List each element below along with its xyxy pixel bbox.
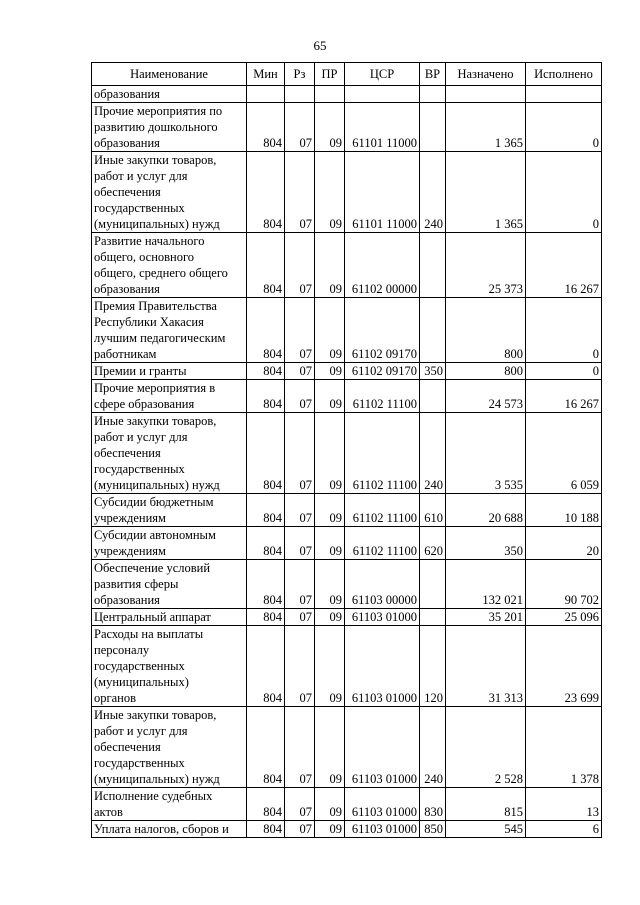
cell-pr: 09: [315, 494, 345, 527]
cell-min: 804: [247, 233, 285, 298]
cell-csr: 61103 01000: [345, 626, 420, 707]
header-executed: Исполнено: [526, 63, 602, 86]
cell-vr: 350: [420, 363, 446, 380]
cell-vr: 610: [420, 494, 446, 527]
cell-min: [247, 86, 285, 103]
cell-name-line: Развитие начального: [94, 234, 205, 248]
cell-executed: 0: [526, 298, 602, 363]
cell-name-line: Иные закупки товаров,: [94, 708, 217, 722]
cell-csr: 61101 11000: [345, 103, 420, 152]
cell-name-line: государственных: [94, 201, 185, 215]
cell-rz: 07: [285, 788, 315, 821]
cell-rz: 07: [285, 494, 315, 527]
cell-name-line: Расходы на выплаты: [94, 627, 204, 641]
cell-name-line: органов: [94, 691, 137, 705]
cell-vr: [420, 380, 446, 413]
cell-name-line: учреждениям: [94, 544, 166, 558]
table-header-row: [92, 63, 602, 86]
cell-pr: 09: [315, 103, 345, 152]
table-row: [92, 560, 602, 609]
cell-vr: [420, 298, 446, 363]
cell-vr: [420, 233, 446, 298]
cell-name-line: развития сферы: [94, 577, 179, 591]
cell-name-line: Премия Правительства: [94, 299, 217, 313]
cell-pr: 09: [315, 233, 345, 298]
cell-name-line: государственных: [94, 462, 185, 476]
cell-executed: [526, 86, 602, 103]
cell-assigned: [446, 86, 526, 103]
cell-vr: [420, 103, 446, 152]
cell-assigned: 800: [446, 363, 526, 380]
cell-csr: 61103 01000: [345, 788, 420, 821]
cell-rz: 07: [285, 103, 315, 152]
table-row: [92, 707, 602, 788]
cell-pr: 09: [315, 707, 345, 788]
cell-pr: 09: [315, 788, 345, 821]
table-row: [92, 86, 602, 103]
cell-min: 804: [247, 560, 285, 609]
cell-rz: 07: [285, 298, 315, 363]
cell-rz: 07: [285, 363, 315, 380]
header-csr: ЦСР: [345, 63, 420, 86]
cell-name-line: Республики Хакасия: [94, 315, 204, 329]
cell-csr: 61103 01000: [345, 821, 420, 838]
cell-assigned: 350: [446, 527, 526, 560]
cell-executed: 1 378: [526, 707, 602, 788]
header-vr: ВР: [420, 63, 446, 86]
cell-assigned: 815: [446, 788, 526, 821]
header-name: Наименование: [92, 63, 247, 86]
cell-assigned: 545: [446, 821, 526, 838]
cell-name-line: Иные закупки товаров,: [94, 414, 217, 428]
cell-rz: [285, 86, 315, 103]
cell-assigned: 1 365: [446, 152, 526, 233]
cell-name-line: Прочие мероприятия по: [94, 104, 223, 118]
cell-min: 804: [247, 363, 285, 380]
table-row: [92, 413, 602, 494]
cell-executed: 16 267: [526, 233, 602, 298]
table-row: [92, 152, 602, 233]
cell-csr: 61102 11100: [345, 527, 420, 560]
cell-name-line: лучшим педагогическим: [94, 331, 226, 345]
cell-executed: 0: [526, 363, 602, 380]
cell-name-line: (муниципальных) нужд: [94, 772, 220, 786]
cell-name-line: Прочие мероприятия в: [94, 381, 216, 395]
table-row: [92, 788, 602, 821]
cell-name: [92, 494, 247, 527]
cell-csr: 61102 11100: [345, 413, 420, 494]
cell-rz: 07: [285, 527, 315, 560]
cell-executed: 25 096: [526, 609, 602, 626]
cell-assigned: 31 313: [446, 626, 526, 707]
cell-pr: 09: [315, 609, 345, 626]
cell-name: [92, 152, 247, 233]
cell-name: [92, 413, 247, 494]
cell-name-line: (муниципальных): [94, 675, 189, 689]
cell-csr: 61102 00000: [345, 233, 420, 298]
table-body: [92, 86, 602, 838]
cell-csr: 61102 09170: [345, 363, 420, 380]
cell-name-line: образования: [94, 282, 160, 296]
cell-csr: 61103 01000: [345, 707, 420, 788]
table-row: [92, 527, 602, 560]
cell-pr: 09: [315, 527, 345, 560]
cell-min: 804: [247, 152, 285, 233]
cell-pr: 09: [315, 821, 345, 838]
header-rz: Рз: [285, 63, 315, 86]
cell-rz: 07: [285, 707, 315, 788]
table-row: [92, 380, 602, 413]
table-row: [92, 103, 602, 152]
cell-name-line: Центральный аппарат: [94, 610, 211, 624]
cell-rz: 07: [285, 560, 315, 609]
cell-min: 804: [247, 609, 285, 626]
cell-name: [92, 626, 247, 707]
cell-pr: [315, 86, 345, 103]
cell-rz: 07: [285, 152, 315, 233]
cell-csr: 61102 11100: [345, 494, 420, 527]
cell-vr: 240: [420, 707, 446, 788]
cell-name-line: общего, среднего общего: [94, 266, 228, 280]
cell-pr: 09: [315, 298, 345, 363]
cell-executed: 20: [526, 527, 602, 560]
cell-csr: 61102 09170: [345, 298, 420, 363]
cell-name-line: персоналу: [94, 643, 150, 657]
cell-min: 804: [247, 494, 285, 527]
cell-vr: 620: [420, 527, 446, 560]
cell-assigned: 132 021: [446, 560, 526, 609]
cell-rz: 07: [285, 413, 315, 494]
table-row: [92, 363, 602, 380]
cell-vr: [420, 86, 446, 103]
cell-vr: [420, 609, 446, 626]
cell-min: 804: [247, 103, 285, 152]
cell-rz: 07: [285, 821, 315, 838]
table-row: [92, 298, 602, 363]
cell-name-line: работ и услуг для: [94, 724, 188, 738]
cell-name-line: развитию дошкольного: [94, 120, 218, 134]
cell-name: [92, 609, 247, 626]
cell-min: 804: [247, 707, 285, 788]
table-row: [92, 494, 602, 527]
cell-name: [92, 380, 247, 413]
cell-pr: 09: [315, 380, 345, 413]
cell-name-line: (муниципальных) нужд: [94, 478, 220, 492]
cell-rz: 07: [285, 626, 315, 707]
cell-vr: 240: [420, 413, 446, 494]
cell-executed: 90 702: [526, 560, 602, 609]
cell-executed: 16 267: [526, 380, 602, 413]
cell-name-line: Иные закупки товаров,: [94, 153, 217, 167]
cell-assigned: 24 573: [446, 380, 526, 413]
cell-rz: 07: [285, 380, 315, 413]
cell-csr: 61103 00000: [345, 560, 420, 609]
cell-pr: 09: [315, 560, 345, 609]
cell-name: [92, 821, 247, 838]
cell-name-line: учреждениям: [94, 511, 166, 525]
cell-vr: 850: [420, 821, 446, 838]
cell-assigned: 35 201: [446, 609, 526, 626]
cell-name: [92, 527, 247, 560]
budget-table: [91, 62, 602, 838]
cell-csr: 61101 11000: [345, 152, 420, 233]
header-min: Мин: [247, 63, 285, 86]
cell-executed: 0: [526, 103, 602, 152]
cell-pr: 09: [315, 363, 345, 380]
cell-rz: 07: [285, 609, 315, 626]
cell-assigned: 3 535: [446, 413, 526, 494]
page-number: 65: [313, 38, 327, 53]
cell-pr: 09: [315, 626, 345, 707]
cell-min: 804: [247, 413, 285, 494]
cell-name: [92, 298, 247, 363]
cell-name-line: работникам: [94, 347, 157, 361]
cell-csr: 61102 11100: [345, 380, 420, 413]
cell-name: [92, 560, 247, 609]
cell-executed: 23 699: [526, 626, 602, 707]
cell-name-line: образования: [94, 87, 160, 101]
cell-name: [92, 363, 247, 380]
cell-name: [92, 788, 247, 821]
cell-name: [92, 707, 247, 788]
cell-min: 804: [247, 380, 285, 413]
cell-assigned: 1 365: [446, 103, 526, 152]
cell-name: [92, 233, 247, 298]
cell-name-line: работ и услуг для: [94, 169, 188, 183]
header-assigned: Назначено: [446, 63, 526, 86]
cell-csr: [345, 86, 420, 103]
cell-name-line: образования: [94, 593, 160, 607]
cell-name-line: Исполнение судебных: [94, 789, 213, 803]
cell-name-line: образования: [94, 136, 160, 150]
cell-assigned: 800: [446, 298, 526, 363]
cell-vr: 830: [420, 788, 446, 821]
header-pr: ПР: [315, 63, 345, 86]
cell-csr: 61103 01000: [345, 609, 420, 626]
cell-name-line: актов: [94, 805, 123, 819]
cell-executed: 6 059: [526, 413, 602, 494]
cell-name-line: государственных: [94, 659, 185, 673]
cell-vr: [420, 560, 446, 609]
cell-executed: 6: [526, 821, 602, 838]
cell-pr: 09: [315, 152, 345, 233]
cell-name: [92, 103, 247, 152]
cell-min: 804: [247, 298, 285, 363]
cell-min: 804: [247, 626, 285, 707]
cell-name-line: Субсидии бюджетным: [94, 495, 214, 509]
table-row: [92, 821, 602, 838]
cell-name-line: обеспечения: [94, 740, 161, 754]
cell-min: 804: [247, 527, 285, 560]
cell-name-line: общего, основного: [94, 250, 195, 264]
cell-name-line: Премии и гранты: [94, 364, 187, 378]
cell-assigned: 2 528: [446, 707, 526, 788]
cell-executed: 13: [526, 788, 602, 821]
cell-name-line: работ и услуг для: [94, 430, 188, 444]
cell-name-line: государственных: [94, 756, 185, 770]
table-row: [92, 609, 602, 626]
cell-name-line: (муниципальных) нужд: [94, 217, 220, 231]
cell-assigned: 25 373: [446, 233, 526, 298]
cell-name-line: Уплата налогов, сборов и: [94, 822, 229, 836]
cell-executed: 10 188: [526, 494, 602, 527]
cell-name: [92, 86, 247, 103]
cell-name-line: обеспечения: [94, 185, 161, 199]
cell-vr: 120: [420, 626, 446, 707]
cell-min: 804: [247, 788, 285, 821]
cell-pr: 09: [315, 413, 345, 494]
table-row: [92, 233, 602, 298]
cell-name-line: Субсидии автономным: [94, 528, 216, 542]
cell-assigned: 20 688: [446, 494, 526, 527]
table-row: [92, 626, 602, 707]
cell-rz: 07: [285, 233, 315, 298]
cell-executed: 0: [526, 152, 602, 233]
cell-name-line: сфере образования: [94, 397, 195, 411]
cell-name-line: Обеспечение условий: [94, 561, 211, 575]
cell-name-line: обеспечения: [94, 446, 161, 460]
cell-min: 804: [247, 821, 285, 838]
cell-vr: 240: [420, 152, 446, 233]
